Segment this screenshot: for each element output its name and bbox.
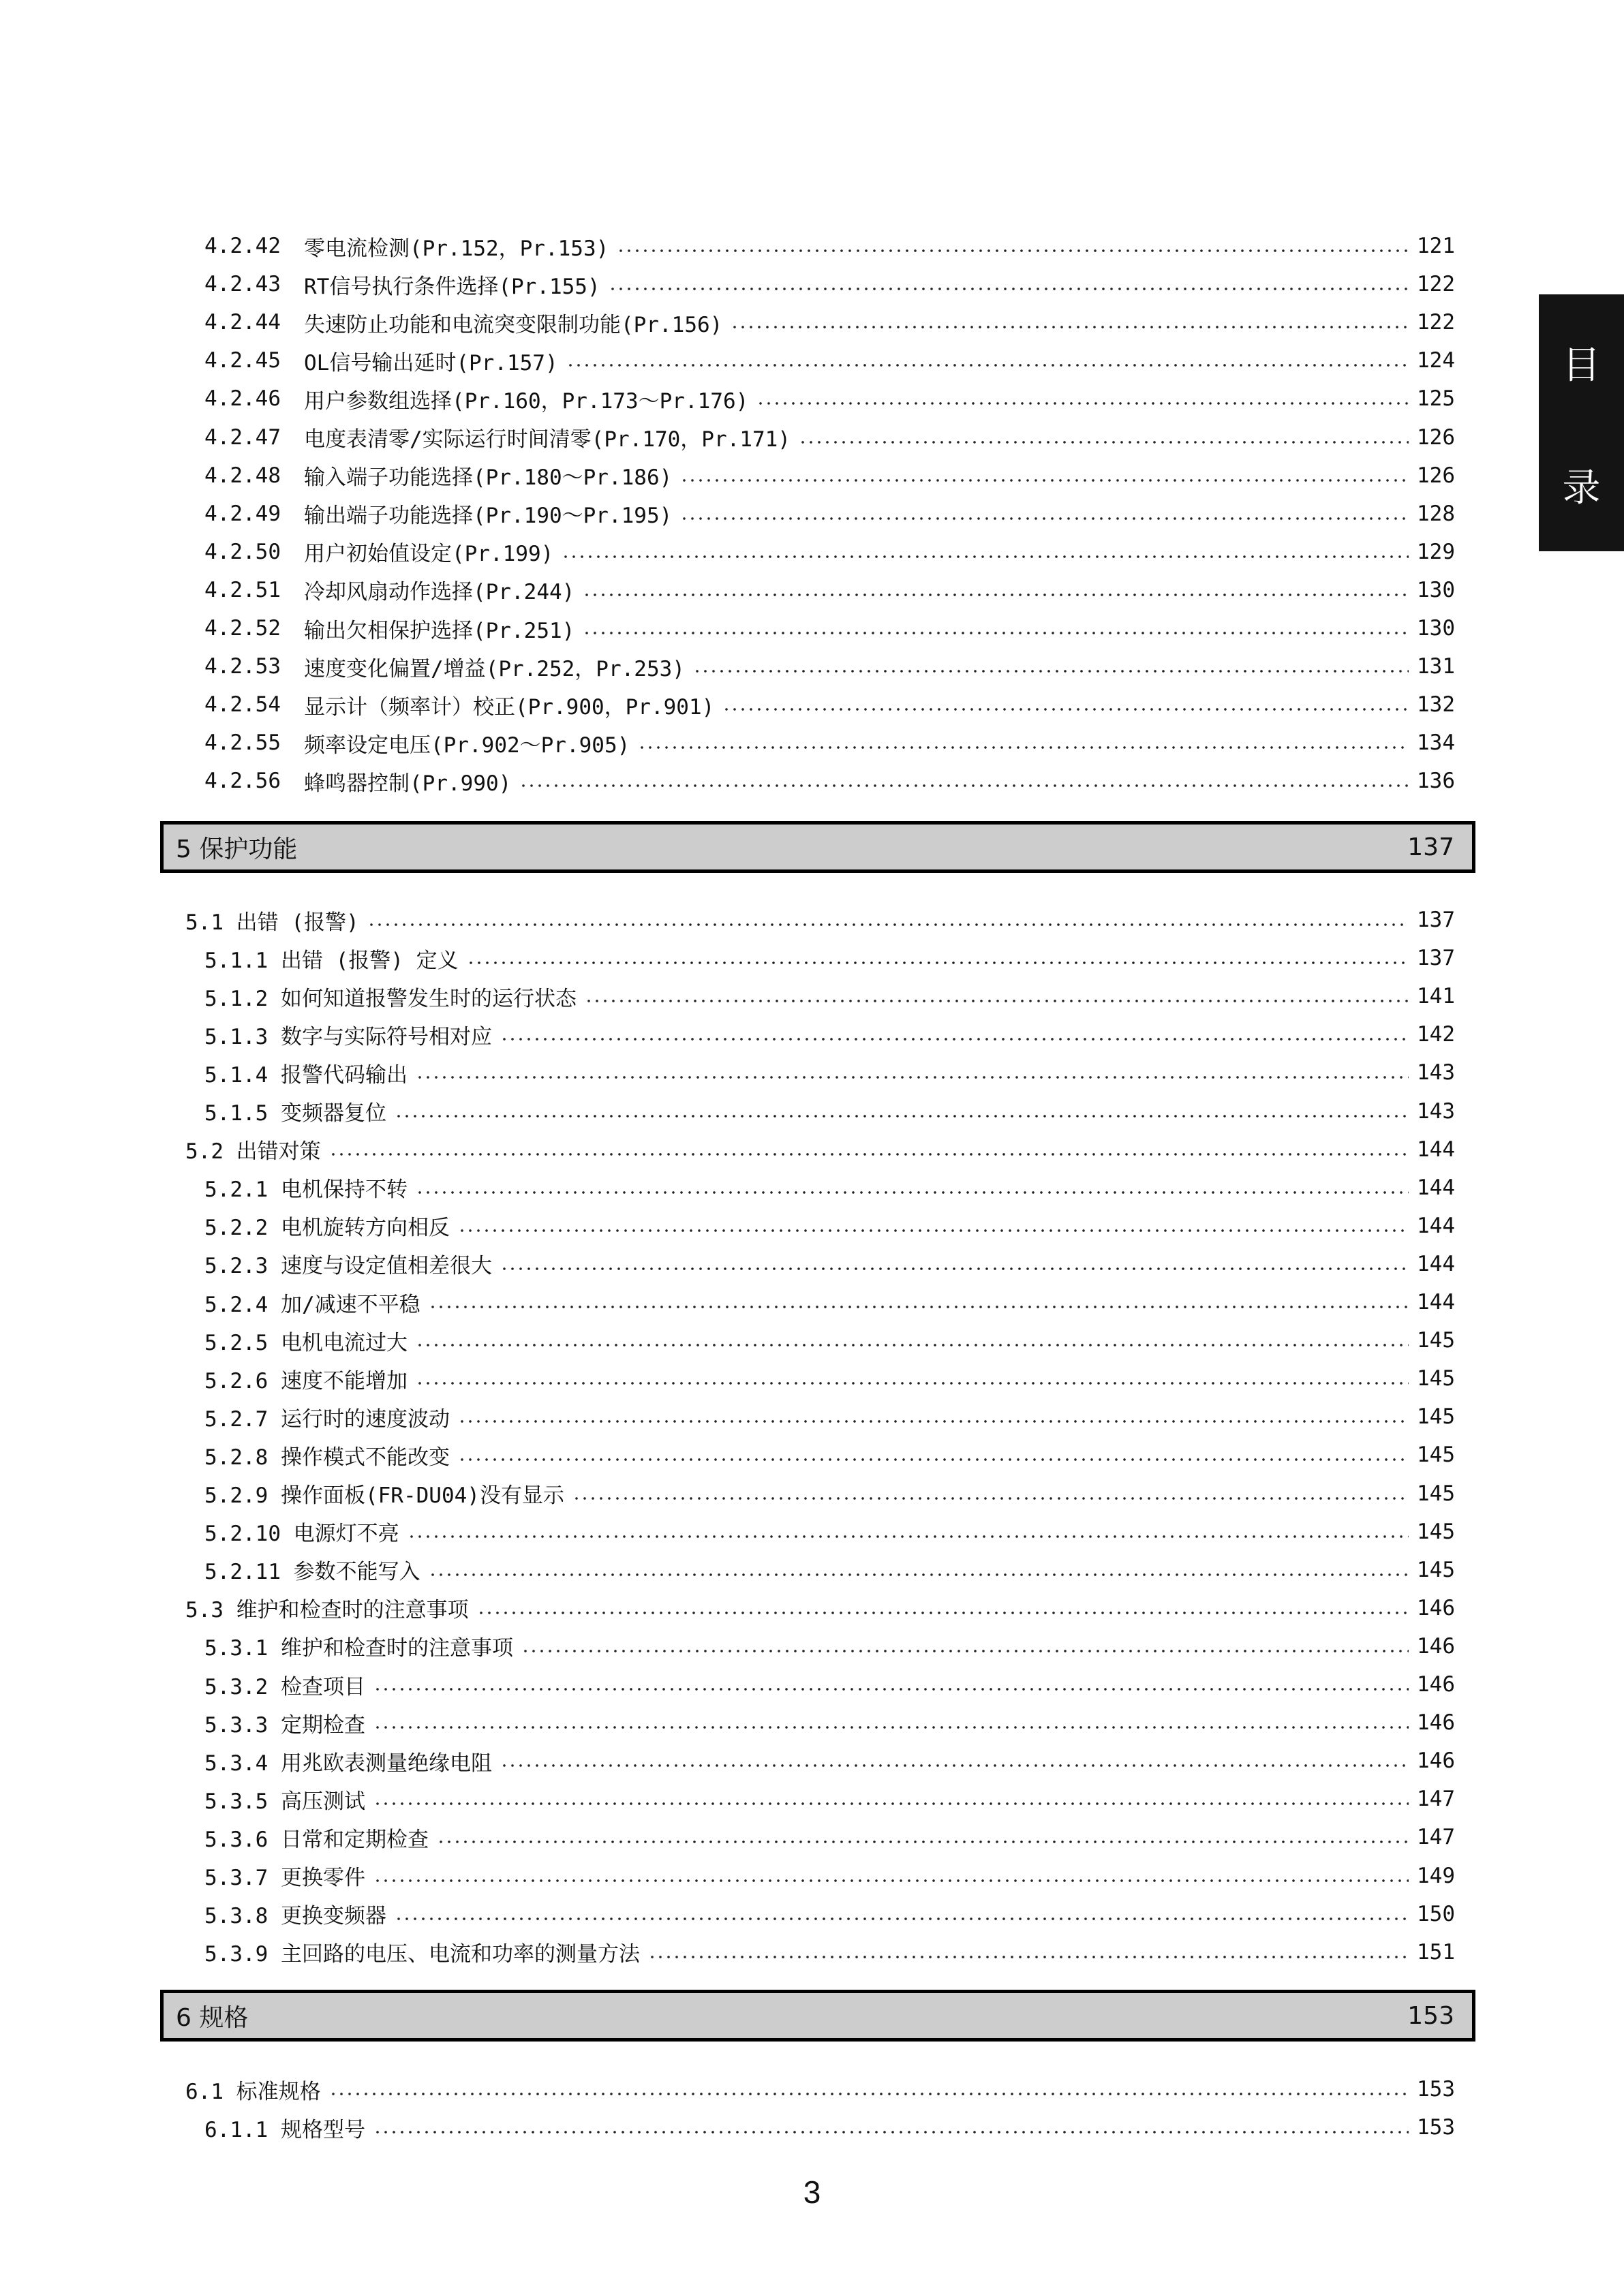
dot-leader	[458, 1420, 1409, 1423]
toc-entry-title: 蜂鸣器控制(Pr.990)	[304, 771, 512, 796]
toc-entry[interactable]	[204, 1780, 1455, 1818]
toc-entry-page: 130	[1417, 616, 1455, 641]
toc-entry-page: 145	[1417, 1366, 1455, 1391]
toc-entry-title: 5.3.5 高压测试	[204, 1789, 365, 1814]
toc-entry-page: 146	[1417, 1710, 1455, 1736]
toc-entry-page: 147	[1417, 1825, 1455, 1850]
dot-leader	[373, 2131, 1409, 2134]
toc-entry-title: 6.1 标准规格	[185, 2079, 321, 2104]
toc-entry-title: 5.3.8 更换变频器	[204, 1904, 386, 1929]
toc-entry-title: 5.3 维护和检查时的注意事项	[185, 1598, 469, 1623]
toc-entry-page: 126	[1417, 463, 1455, 488]
toc-entry[interactable]	[185, 901, 1455, 939]
dot-leader	[467, 961, 1409, 964]
chapter-title: 5 保护功能	[176, 835, 298, 863]
dot-leader	[458, 1229, 1409, 1232]
toc-entry-number: 4.2.48	[204, 463, 281, 488]
toc-entry-page: 137	[1417, 946, 1455, 971]
toc-entry-page: 122	[1417, 272, 1455, 297]
toc-entry-page: 146	[1417, 1749, 1455, 1774]
toc-entry-title: 5.1.5 变频器复位	[204, 1101, 386, 1126]
toc-entry[interactable]	[204, 1551, 1455, 1589]
toc-entry-title: 5.3.7 更换零件	[204, 1866, 365, 1890]
dot-leader	[566, 364, 1409, 367]
toc-entry-title: 5.2.3 速度与设定值相差很大	[204, 1254, 492, 1279]
dot-leader	[373, 1802, 1409, 1805]
toc-entry[interactable]	[204, 1359, 1455, 1398]
toc-entry[interactable]	[204, 1627, 1455, 1665]
toc-entry[interactable]	[204, 939, 1455, 977]
toc-entry[interactable]	[185, 2070, 1455, 2108]
toc-entry-number: 4.2.52	[204, 616, 281, 641]
toc-entry-page: 132	[1417, 692, 1455, 718]
toc-entry-title: 零电流检测(Pr.152，Pr.153)	[304, 236, 609, 261]
toc-entry[interactable]	[204, 457, 1455, 495]
dot-leader	[373, 1688, 1409, 1691]
toc-entry-page: 144	[1417, 1137, 1455, 1162]
toc-entry-title: 5.2.7 运行时的速度波动	[204, 1406, 450, 1432]
toc-entry-title: 输出端子功能选择(Pr.190～Pr.195)	[304, 504, 673, 529]
dot-leader	[416, 1076, 1409, 1079]
toc-entry-title: 5.1.2 如何知道报警发生时的运行状态	[204, 986, 577, 1011]
toc-entry[interactable]	[204, 418, 1455, 457]
toc-entry[interactable]	[204, 686, 1455, 724]
toc-entry[interactable]	[204, 1283, 1455, 1321]
dot-leader	[722, 708, 1409, 711]
dot-leader	[680, 517, 1409, 520]
toc-entry[interactable]	[204, 609, 1455, 647]
toc-entry[interactable]	[204, 1475, 1455, 1513]
dot-leader	[395, 1115, 1409, 1118]
toc-entry[interactable]	[204, 1933, 1455, 1971]
toc-entry-title: 频率设定电压(Pr.902～Pr.905)	[304, 733, 630, 758]
toc-entry[interactable]	[204, 341, 1455, 380]
toc-entry[interactable]	[204, 1742, 1455, 1780]
toc-entry-title: 5.2.11 参数不能写入	[204, 1560, 420, 1585]
dot-leader	[500, 1764, 1409, 1767]
toc-entry-page: 146	[1417, 1672, 1455, 1697]
dot-leader	[416, 1191, 1409, 1194]
dot-leader	[617, 249, 1409, 252]
page-number: 3	[803, 2174, 821, 2210]
side-tab-char-2: 录	[1562, 466, 1601, 510]
toc-entry-page: 147	[1417, 1787, 1455, 1812]
toc-entry-number: 4.2.49	[204, 501, 281, 526]
toc-entry[interactable]	[204, 977, 1455, 1015]
toc-entry-number: 4.2.45	[204, 348, 281, 373]
toc-entry-page: 144	[1417, 1213, 1455, 1238]
dot-leader	[648, 1956, 1409, 1958]
toc-entry-number: 4.2.50	[204, 539, 281, 564]
toc-entry-page: 142	[1417, 1022, 1455, 1047]
toc-entry-page: 144	[1417, 1290, 1455, 1314]
toc-entry[interactable]	[204, 647, 1455, 686]
toc-entry-page: 153	[1417, 2077, 1455, 2101]
toc-entry-page: 146	[1417, 1595, 1455, 1620]
toc-entry[interactable]	[204, 2108, 1455, 2146]
toc-entry-title: 用户初始值设定(Pr.199)	[304, 542, 554, 567]
toc-entry-page: 125	[1417, 386, 1455, 412]
toc-entry[interactable]	[204, 1207, 1455, 1245]
toc-entry[interactable]	[204, 571, 1455, 609]
toc-entry-title: 输入端子功能选择(Pr.180～Pr.186)	[304, 465, 673, 491]
toc-entry-number: 4.2.55	[204, 730, 281, 756]
dot-leader	[583, 632, 1409, 634]
toc-entry-title: 5.2.9 操作面板(FR-DU04)没有显示	[204, 1483, 564, 1508]
dot-leader	[756, 402, 1409, 405]
toc-entry-title: 5.1.4 报警代码输出	[204, 1062, 408, 1088]
toc-entry-page: 145	[1417, 1404, 1455, 1430]
toc-entry-number: 4.2.46	[204, 386, 281, 412]
toc-entry[interactable]	[204, 380, 1455, 418]
toc-entry[interactable]	[204, 533, 1455, 571]
toc-entry[interactable]	[204, 1321, 1455, 1359]
toc-entry[interactable]	[204, 1015, 1455, 1053]
toc-entry[interactable]	[204, 1169, 1455, 1207]
toc-entry-title: 5.2 出错对策	[185, 1139, 321, 1165]
dot-leader	[329, 2093, 1409, 2095]
chapter-6-header[interactable]	[160, 1990, 1475, 2042]
toc-entry-page: 151	[1417, 1939, 1455, 1965]
toc-entry-title: 6.1.1 规格型号	[204, 2117, 365, 2142]
toc-entry-title: 5.3.1 维护和检查时的注意事项	[204, 1636, 513, 1661]
toc-entry[interactable]	[204, 1857, 1455, 1895]
toc-entry-title: 5.2.8 操作模式不能改变	[204, 1445, 450, 1470]
toc-entry-title: RT信号执行条件选择(Pr.155)	[304, 274, 600, 299]
chapter-page: 137	[1407, 833, 1454, 861]
toc-entry-title: 5.2.2 电机旋转方向相反	[204, 1216, 450, 1241]
chapter-title: 6 规格	[176, 2003, 249, 2032]
dot-leader	[519, 784, 1409, 787]
toc-entry-page: 134	[1417, 730, 1455, 756]
toc-entry[interactable]	[204, 227, 1455, 265]
chapter-5-header[interactable]	[160, 821, 1475, 873]
toc-entry-page: 145	[1417, 1557, 1455, 1582]
toc-entry[interactable]	[204, 265, 1455, 303]
toc-entry[interactable]	[204, 1704, 1455, 1742]
toc-entry-page: 126	[1417, 425, 1455, 450]
toc-entry-title: 电度表清零/实际运行时间清零(Pr.170，Pr.171)	[304, 427, 791, 452]
toc-entry-title: 5.3.2 检查项目	[204, 1674, 365, 1699]
toc-entry-number: 4.2.44	[204, 310, 281, 335]
toc-entry[interactable]	[185, 1130, 1455, 1169]
toc-entry-page: 144	[1417, 1251, 1455, 1276]
toc-entry[interactable]	[204, 762, 1455, 800]
toc-entry-page: 124	[1417, 348, 1455, 373]
dot-leader	[500, 1267, 1409, 1270]
toc-entry-title: 5.3.3 定期检查	[204, 1712, 365, 1738]
dot-leader	[585, 1000, 1409, 1002]
dot-leader	[583, 594, 1409, 596]
toc-entry-number: 4.2.43	[204, 272, 281, 297]
toc-entry[interactable]	[204, 1092, 1455, 1130]
toc-entry[interactable]	[204, 303, 1455, 341]
toc-entry-title: OL信号输出延时(Pr.157)	[304, 350, 558, 375]
toc-entry-title: 5.2.5 电机电流过大	[204, 1330, 408, 1355]
toc-entry-page: 141	[1417, 984, 1455, 1009]
toc-entry-page: 131	[1417, 654, 1455, 679]
toc-entry-page: 145	[1417, 1328, 1455, 1353]
dot-leader	[429, 1573, 1409, 1576]
toc-entry-page: 149	[1417, 1863, 1455, 1888]
dot-leader	[395, 1917, 1409, 1920]
dot-leader	[562, 555, 1409, 558]
toc-entry[interactable]	[204, 1053, 1455, 1092]
dot-leader	[693, 670, 1409, 673]
toc-entry-number: 4.2.51	[204, 577, 281, 602]
toc-entry-page: 145	[1417, 1443, 1455, 1468]
toc-entry-page: 137	[1417, 908, 1455, 932]
dot-leader	[638, 746, 1409, 749]
toc-entry-page: 146	[1417, 1633, 1455, 1659]
toc-entry-page: 136	[1417, 769, 1455, 794]
dot-leader	[500, 1038, 1409, 1041]
toc-entry-title: 5.2.1 电机保持不转	[204, 1177, 408, 1203]
toc-entry-number: 4.2.53	[204, 654, 281, 679]
toc-entry[interactable]	[204, 1818, 1455, 1856]
toc-entry-title: 输出欠相保护选择(Pr.251)	[304, 618, 575, 643]
dot-leader	[408, 1535, 1409, 1538]
toc-entry-title: 5.1.1 出错 (报警) 定义	[204, 948, 459, 973]
toc-entry-title: 5.2.6 速度不能增加	[204, 1368, 408, 1393]
toc-entry-page: 122	[1417, 310, 1455, 335]
chapter-page: 153	[1407, 2001, 1454, 2030]
toc-entry-title: 5.1 出错 (报警)	[185, 910, 359, 935]
dot-leader	[367, 923, 1409, 926]
toc-entry-page: 128	[1417, 501, 1455, 526]
dot-leader	[416, 1382, 1409, 1385]
toc-entry-page: 121	[1417, 234, 1455, 258]
toc-entry-page: 145	[1417, 1519, 1455, 1544]
toc-entry-title: 显示计（频率计）校正(Pr.900，Pr.901)	[304, 694, 715, 720]
dot-leader	[680, 479, 1409, 482]
toc-side-tab	[1539, 294, 1624, 551]
dot-leader	[429, 1306, 1409, 1308]
toc-entry[interactable]	[204, 1895, 1455, 1933]
dot-leader	[329, 1153, 1409, 1156]
dot-leader	[609, 288, 1409, 290]
toc-entry-title: 5.2.4 加/减速不平稳	[204, 1292, 420, 1317]
toc-entry-page: 143	[1417, 1098, 1455, 1124]
dot-leader	[437, 1840, 1409, 1843]
toc-entry-page: 145	[1417, 1481, 1455, 1506]
toc-entry[interactable]	[204, 1513, 1455, 1551]
toc-entry-title: 冷却风扇动作选择(Pr.244)	[304, 580, 575, 605]
toc-entry-title: 5.3.4 用兆欧表测量绝缘电阻	[204, 1751, 492, 1776]
toc-entry[interactable]	[204, 1436, 1455, 1474]
toc-entry-title: 失速防止功能和电流突变限制功能(Pr.156)	[304, 312, 723, 337]
toc-entry-title: 5.3.9 主回路的电压、电流和功率的测量方法	[204, 1942, 640, 1967]
dot-leader	[799, 441, 1409, 444]
toc-entry-number: 4.2.54	[204, 692, 281, 718]
toc-entry[interactable]	[204, 1245, 1455, 1283]
toc-entry-title: 5.1.3 数字与实际符号相对应	[204, 1024, 492, 1049]
toc-entry[interactable]	[204, 1398, 1455, 1436]
toc-entry-title: 5.2.10 电源灯不亮	[204, 1522, 399, 1547]
side-tab-char-1: 目	[1562, 343, 1601, 388]
toc-entry-page: 150	[1417, 1901, 1455, 1926]
toc-entry-title: 5.3.6 日常和定期检查	[204, 1827, 429, 1852]
dot-leader	[731, 326, 1409, 328]
dot-leader	[521, 1650, 1409, 1652]
toc-entry-number: 4.2.42	[204, 234, 281, 258]
toc-entry-page: 130	[1417, 577, 1455, 602]
toc-entry-page: 153	[1417, 2115, 1455, 2140]
toc-entry-page: 143	[1417, 1060, 1455, 1085]
toc-entry-title: 用户参数组选择(Pr.160，Pr.173～Pr.176)	[304, 388, 749, 414]
toc-entry-number: 4.2.47	[204, 425, 281, 450]
dot-leader	[458, 1458, 1409, 1461]
dot-leader	[477, 1612, 1409, 1614]
toc-entry-number: 4.2.56	[204, 769, 281, 794]
dot-leader	[416, 1344, 1409, 1346]
toc-entry[interactable]	[204, 724, 1455, 762]
toc-entry-title: 速度变化偏置/增益(Pr.252，Pr.253)	[304, 656, 685, 681]
dot-leader	[572, 1497, 1409, 1500]
toc-entry[interactable]	[204, 495, 1455, 533]
dot-leader	[373, 1726, 1409, 1729]
toc-entry-page: 129	[1417, 539, 1455, 564]
toc-entry[interactable]	[204, 1665, 1455, 1704]
toc-entry[interactable]	[185, 1589, 1455, 1627]
dot-leader	[373, 1879, 1409, 1882]
toc-entry-page: 144	[1417, 1175, 1455, 1200]
